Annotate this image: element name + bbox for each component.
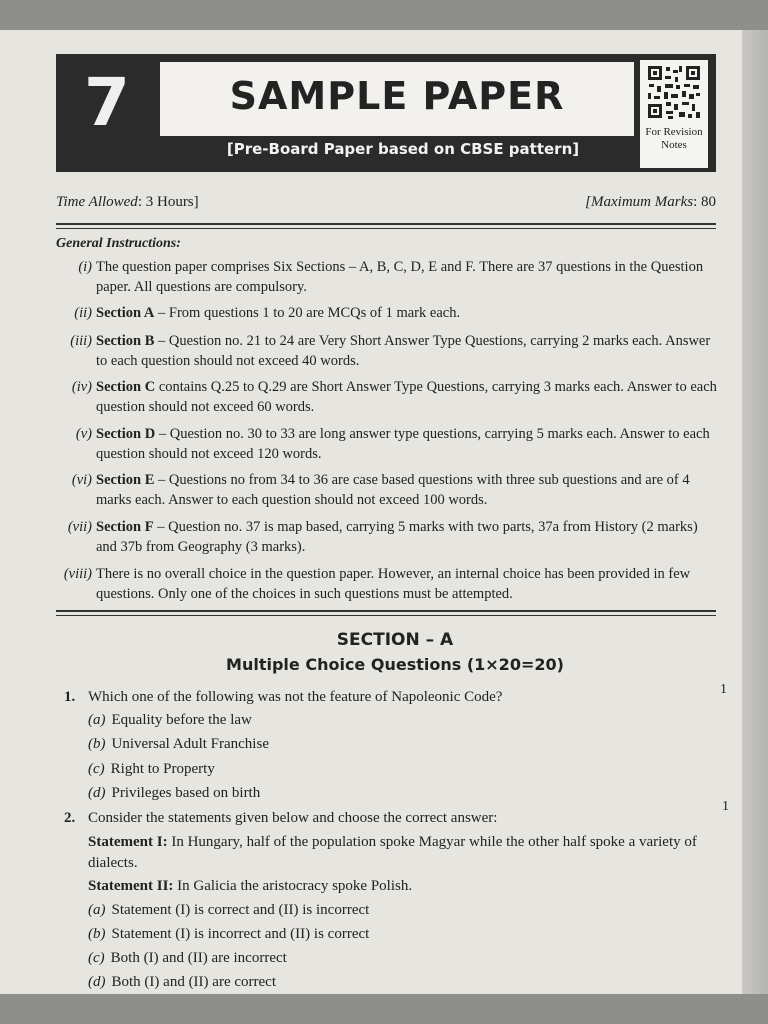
option-text: Equality before the law: [111, 712, 252, 728]
option: [88, 785, 260, 802]
instruction-number: (iv): [71, 379, 92, 395]
qr-label: [640, 126, 708, 152]
instruction-item: [67, 518, 720, 557]
instruction-item: [70, 332, 720, 371]
option-label: (c): [88, 761, 105, 777]
statement-1: [88, 832, 728, 874]
time-label: Time Allowed: [56, 194, 138, 210]
question-number: 1.: [64, 689, 76, 705]
qr-label-line-1: For Revision: [645, 126, 703, 138]
instruction-text: – Question no. 30 to 33 are long answer type questions, carrying 5 marks each. Answer to each question should not exceed 120 words.: [96, 426, 710, 462]
paper-number: 7: [84, 64, 130, 141]
option-text: Universal Adult Franchise: [111, 736, 269, 752]
header-banner: [56, 54, 716, 172]
statement-text: In Galicia the aristocracy spoke Polish.: [173, 878, 413, 894]
instruction-number: (viii): [63, 566, 92, 582]
option: [88, 712, 252, 729]
question-text: Consider the statements given below and choose the correct answer:: [88, 810, 498, 826]
option-text: Right to Property: [110, 761, 215, 777]
instruction-text: – Question no. 37 is map based, carrying 5 marks with two parts, 37a from History (2 marks) and 37b from Geography (3 marks).: [96, 519, 698, 555]
option-text: Both (I) and (II) are incorrect: [110, 950, 287, 966]
divider: [56, 223, 716, 225]
maximum-marks: [585, 194, 716, 211]
instruction-item: [71, 471, 720, 510]
instruction-number: (vi): [71, 472, 92, 488]
option: [88, 926, 369, 943]
option-label: (d): [88, 974, 106, 990]
instruction-text: – Questions no from 34 to 36 are case based questions with three sub questions and are of 4 marks each. Answer to each question should not exceed 100 words.: [96, 472, 690, 508]
section-subtitle: Multiple Choice Questions (1×20=20): [226, 655, 564, 674]
exam-page: [0, 30, 742, 994]
section-title: SECTION – A: [336, 630, 454, 650]
qr-block: [640, 60, 708, 168]
question-text: Which one of the following was not the feature of Napoleonic Code?: [88, 689, 503, 705]
statement-text: In Hungary, half of the population spoke Magyar while the other half spoke a variety of dialects.: [88, 834, 697, 871]
option: [88, 761, 215, 778]
statement-2: [88, 876, 728, 897]
option-label: (a): [88, 902, 106, 918]
paper-subtitle: [Pre-Board Paper based on CBSE pattern]: [226, 140, 580, 158]
instruction-section: Section F: [96, 519, 154, 535]
instruction-section: Section C: [96, 379, 156, 395]
question-marks: 1: [722, 799, 729, 814]
page-edge: [742, 30, 768, 994]
instruction-number: (vii): [67, 519, 92, 535]
time-value: : 3 Hours]: [137, 194, 199, 210]
instruction-text: – From questions 1 to 20 are MCQs of 1 mark each.: [154, 305, 461, 321]
statement-label: Statement I:: [88, 834, 168, 850]
instruction-section: Section A: [96, 305, 155, 321]
divider: [56, 615, 716, 616]
question-number: 2.: [64, 810, 76, 826]
title-box: [160, 62, 634, 136]
instruction-text: There is no overall choice in the question paper. However, an internal choice has been provided in few questions. Only one of the choices in such questions must be attempted.: [96, 566, 691, 602]
statement-label: Statement II:: [88, 878, 174, 894]
qr-code-icon: [646, 64, 702, 120]
option: [88, 974, 276, 991]
paper-title: SAMPLE PAPER: [229, 74, 565, 118]
divider: [56, 228, 716, 229]
option-label: (d): [88, 785, 106, 801]
instruction-number: (v): [75, 426, 92, 442]
instructions-heading: General Instructions:: [56, 236, 181, 251]
option-label: (b): [88, 736, 106, 752]
marks-label: [Maximum Marks: [585, 194, 694, 210]
instruction-number: (i): [78, 259, 92, 275]
instruction-item: [74, 304, 720, 324]
instruction-section: Section D: [96, 426, 156, 442]
option-label: (c): [88, 950, 105, 966]
option: [88, 902, 369, 919]
option-text: Both (I) and (II) are correct: [111, 974, 276, 990]
divider: [56, 610, 716, 612]
option-label: (b): [88, 926, 106, 942]
marks-value: : 80: [693, 194, 716, 210]
option-text: Privileges based on birth: [111, 785, 261, 801]
option: [88, 736, 269, 753]
instruction-number: (ii): [74, 305, 92, 321]
option-label: (a): [88, 712, 106, 728]
option: [88, 950, 287, 967]
question-marks: 1: [720, 682, 727, 697]
option-text: Statement (I) is incorrect and (II) is correct: [111, 926, 370, 942]
instruction-item: [71, 378, 720, 417]
instruction-text: The question paper comprises Six Sections – A, B, C, D, E and F. There are 37 questions in the Question paper. All questions are compulsory.: [96, 259, 704, 295]
instruction-number: (iii): [70, 333, 92, 349]
time-allowed: [56, 194, 199, 211]
instruction-item: [75, 425, 720, 464]
instruction-item: [78, 258, 720, 297]
option-text: Statement (I) is correct and (II) is incorrect: [111, 902, 370, 918]
instruction-text: contains Q.25 to Q.29 are Short Answer Type Questions, carrying 3 marks each. Answer to each question should not exceed 60 words.: [96, 379, 717, 415]
instruction-section: Section E: [96, 472, 155, 488]
instruction-text: – Question no. 21 to 24 are Very Short Answer Type Questions, carrying 2 marks each. Answer to each question should not exceed 40 words.: [96, 333, 711, 369]
qr-label-line-2: Notes: [661, 139, 687, 151]
instruction-section: Section B: [96, 333, 155, 349]
instruction-item: [63, 565, 720, 604]
